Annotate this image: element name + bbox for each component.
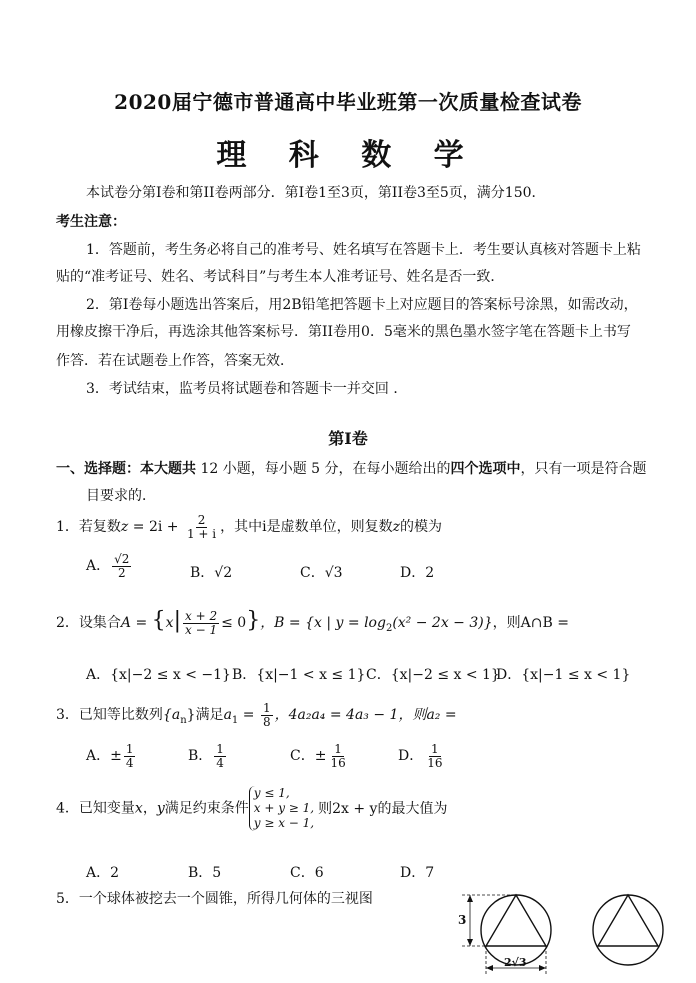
q2-option-d[interactable]: D．{x|−1 ≤ x < 1} bbox=[496, 667, 631, 683]
q1-option-b[interactable]: B．√2 bbox=[190, 565, 233, 581]
q1-eq: = 2i + bbox=[128, 519, 183, 535]
instr-text-2: ，只有一项是符合题 bbox=[520, 461, 647, 477]
q3-option-d-den: 16 bbox=[427, 755, 443, 770]
q3-seq-sub: n bbox=[180, 714, 187, 726]
dim-height-arrow-top bbox=[467, 895, 473, 902]
front-view-circle bbox=[481, 895, 551, 965]
q3-cond2: ，4a₂a₄ = 4a₃ − 1，则a₂ = bbox=[274, 707, 457, 723]
question-3 bbox=[56, 700, 457, 736]
intro-line: 本试卷分第I卷和第II卷两部分．第I卷1至3页，第II卷3至5页，满分150． bbox=[86, 185, 546, 201]
q2-b-rest: (x² − 2x − 3)} bbox=[392, 615, 493, 631]
q2-x: x bbox=[165, 615, 174, 631]
note-line-2: 贴的“准考证号、姓名、考试科目”与考生本人准考证号、姓名是否一致． bbox=[56, 269, 505, 285]
q4-y: y bbox=[156, 800, 165, 817]
q3-seq: {a bbox=[162, 707, 181, 723]
q4-option-c[interactable]: C．6 bbox=[290, 865, 324, 881]
note-line-4: 用橡皮擦干净后，再选涂其他答案标号．第II卷用0．5毫米的黑色墨水签字笔在答题卡上书写 bbox=[56, 324, 631, 340]
subject-title: 理 科 数 学 bbox=[216, 138, 480, 173]
q2-option-b[interactable]: B．{x|−1 < x ≤ 1} bbox=[232, 667, 366, 683]
section-instructions bbox=[56, 460, 647, 478]
q3-option-b-den: 4 bbox=[216, 755, 224, 770]
q2-rel: ≤ 0 bbox=[221, 615, 247, 631]
q2-b-sub: 2 bbox=[385, 622, 393, 634]
three-view-figure bbox=[448, 884, 680, 983]
q2-brace-close: } bbox=[246, 608, 261, 633]
instr-line-2: 目要求的． bbox=[86, 488, 156, 504]
dim-width-label: 2√3 bbox=[504, 956, 527, 969]
q1-option-a-label: A． bbox=[86, 558, 111, 574]
dim-height-label: 3 bbox=[458, 913, 467, 927]
q4-constraint-1: y ≤ 1, bbox=[253, 786, 290, 800]
q3-option-d-num: 1 bbox=[431, 741, 439, 756]
q4-constraint-2: x + y ≥ 1, bbox=[253, 801, 315, 815]
dim-height-arrow-bottom bbox=[467, 939, 473, 946]
instr-bold-2: 四个选项中 bbox=[450, 461, 521, 477]
q1-z: z bbox=[120, 519, 129, 535]
q3-a1-den: 8 bbox=[262, 714, 271, 729]
q3-a1-sub: 1 bbox=[231, 714, 239, 726]
note-line-1: 1．答题前，考生务必将自己的准考号、姓名填写在答题卡上．考生要认真核对答题卡上粘 bbox=[86, 242, 641, 258]
side-view-circle bbox=[593, 895, 663, 965]
q3-option-c[interactable] bbox=[290, 742, 350, 770]
q3-seq-close: } bbox=[186, 707, 196, 723]
q4-option-b[interactable]: B．5 bbox=[188, 865, 222, 881]
q2-fraction bbox=[183, 610, 219, 637]
q1-fraction bbox=[185, 514, 218, 541]
q4-sep: ， bbox=[142, 800, 157, 817]
q2-post: ，则A∩B = bbox=[492, 615, 569, 631]
q1-option-a-num: √2 bbox=[114, 551, 130, 566]
q3-option-a-num: 1 bbox=[125, 741, 134, 756]
dim-width-arrow-left bbox=[486, 965, 493, 971]
q3-a1: a bbox=[223, 707, 232, 723]
q1-option-a-frac bbox=[112, 553, 131, 580]
q2-option-c[interactable]: C．{x|−2 ≤ x < 1} bbox=[366, 667, 500, 683]
q4-mid: 满足约束条件 bbox=[164, 800, 249, 817]
q1-option-a-den: 2 bbox=[117, 565, 126, 580]
q2-frac-den: x − 1 bbox=[185, 622, 218, 637]
q1-post2: 的模为 bbox=[400, 519, 442, 535]
question-4 bbox=[56, 786, 447, 831]
question-2 bbox=[56, 606, 569, 644]
dim-width-arrow-right bbox=[539, 965, 546, 971]
q4-constraint-system bbox=[249, 786, 314, 831]
q3-a1-num: 1 bbox=[262, 700, 271, 715]
q1-z2: z bbox=[392, 519, 400, 535]
exam-title: 2020届宁德市普通高中毕业班第一次质量检查试卷 bbox=[114, 90, 582, 114]
q2-option-a[interactable]: A．{x|−2 ≤ x < −1} bbox=[86, 667, 231, 683]
q2-a-set-pre: A = bbox=[120, 615, 152, 631]
q2-pre: 2．设集合 bbox=[56, 615, 121, 631]
q3-option-b[interactable] bbox=[188, 742, 228, 770]
question-1 bbox=[56, 512, 442, 542]
q2-brace-open: { bbox=[151, 608, 166, 633]
note-line-3: 2．第I卷每小题选出答案后，用2B铅笔把答题卡上对应题目的答案标号涂黑，如需改动， bbox=[86, 297, 638, 313]
note-line-5: 作答．若在试题卷上作答，答案无效． bbox=[56, 353, 294, 369]
q3-cond: 满足 bbox=[195, 707, 224, 723]
q3-option-b-num: 1 bbox=[216, 741, 224, 756]
q4-post: 则2x + y的最大值为 bbox=[318, 800, 448, 817]
note-line-6: 3．考试结束，监考员将试题卷和答题卡一并交回 ． bbox=[86, 381, 408, 397]
q1-option-c[interactable]: C．√3 bbox=[300, 565, 343, 581]
instr-prefix: 一、选择题： bbox=[56, 461, 140, 477]
q1-option-a[interactable] bbox=[86, 552, 133, 580]
q3-pre: 3．已知等比数列 bbox=[56, 707, 163, 723]
q3-option-d-pre: D． bbox=[398, 748, 424, 764]
q3-a1-eq: = bbox=[238, 707, 259, 723]
q3-option-b-pre: B． bbox=[188, 748, 213, 764]
q3-option-a-den: 4 bbox=[125, 755, 134, 770]
q3-option-a-pre: A．± bbox=[86, 748, 122, 764]
q3-a1-frac bbox=[261, 702, 273, 729]
q3-option-c-num: 1 bbox=[334, 741, 342, 756]
question-5: 5．一个球体被挖去一个圆锥，所得几何体的三视图 bbox=[56, 891, 373, 907]
q1-option-d[interactable]: D．2 bbox=[400, 565, 435, 581]
q1-frac-num: 2 bbox=[197, 512, 206, 527]
q3-option-d[interactable] bbox=[398, 742, 447, 770]
q4-option-d[interactable]: D．7 bbox=[400, 865, 435, 881]
q3-option-c-frac bbox=[328, 743, 347, 770]
q1-pre: 1．若复数 bbox=[56, 519, 121, 535]
q4-option-a[interactable]: A．2 bbox=[86, 865, 120, 881]
q2-bar: | bbox=[173, 608, 181, 633]
q3-option-d-frac bbox=[425, 743, 444, 770]
q1-post: ，其中i是虚数单位，则复数 bbox=[220, 519, 393, 535]
instr-text-1: 12 小题，每小题 5 分，在每小题给出的 bbox=[196, 461, 451, 477]
section-title: 第I卷 bbox=[328, 429, 368, 448]
q3-option-c-den: 16 bbox=[330, 755, 346, 770]
q2-frac-num: x + 2 bbox=[185, 608, 218, 623]
q3-option-a-frac bbox=[124, 743, 136, 770]
notice-title: 考生注意： bbox=[56, 214, 126, 230]
q3-option-c-pre: C．± bbox=[290, 748, 327, 764]
q2-b-expr: ，B = {x | y = log bbox=[260, 615, 386, 631]
q1-frac-den: 1 + i bbox=[186, 526, 217, 541]
q3-option-a[interactable] bbox=[86, 742, 137, 770]
q4-constraint-3: y ≥ x − 1, bbox=[253, 816, 315, 830]
q4-x: x bbox=[134, 800, 143, 817]
q3-option-b-frac bbox=[214, 743, 226, 770]
instr-bold-1: 本大题共 bbox=[140, 461, 196, 477]
q4-pre: 4．已知变量 bbox=[56, 800, 135, 817]
